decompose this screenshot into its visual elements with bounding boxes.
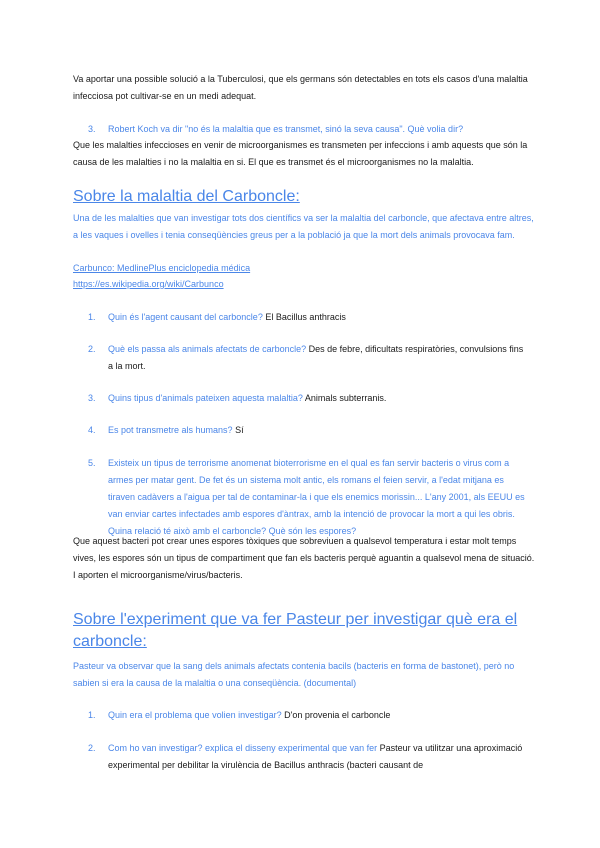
paragraph-tuberculosi: Va aportar una possible solució a la Tuberculosi, que els germans són detectables en tots els casos d'una malaltia infecciosa pot cultivar-se en un medi adequat. — [73, 74, 528, 101]
link-row-1 — [73, 260, 535, 277]
answer-text: El Bacillus anthracis — [262, 312, 346, 322]
question-text: Com ho van investigar? explica el disseny experimental que van fer — [108, 743, 378, 753]
list-number: 2. — [88, 743, 96, 753]
section-pasteur — [73, 609, 535, 653]
list-number: 4. — [88, 425, 96, 435]
list-number: 3. — [88, 393, 96, 403]
link-row-2 — [73, 276, 535, 293]
section-carboncle — [73, 186, 535, 208]
answer-text: Animals subterranis. — [302, 393, 387, 403]
list-number: 1. — [88, 312, 96, 322]
answer-text: D'on provenia el carboncle — [281, 710, 391, 720]
medlineplus-link[interactable]: Carbunco: MedlinePlus enciclopedia médica — [73, 263, 251, 273]
section-intro: Pasteur va observar que la sang dels animals afectats contenia bacils (bacteris en forma de bastonet), però no sabien si era la causa de la malaltia o una conseqüència. (documental) — [73, 661, 515, 688]
answer-text: Des de febre, dificultats respiratòries, convulsions fins a la mort. — [108, 344, 524, 371]
answer-text: Pasteur va utilitzar una aproximació experimental per debilitar la virulència de Bacillus anthracis (bacteri causant de — [108, 743, 523, 770]
answer-text: Sí — [232, 425, 244, 435]
wikipedia-link[interactable]: https://es.wikipedia.org/wiki/Carbunco — [73, 279, 224, 289]
list-number: 5. — [88, 458, 96, 468]
question-text: Quin és l'agent causant del carboncle? — [108, 312, 263, 322]
question-text: Es pot transmetre als humans? — [108, 425, 233, 435]
list-number: 3. — [88, 124, 96, 134]
section-intro: Una de les malalties que van investigar tots dos científics va ser la malaltia del carboncle, que afectava entre altres, a les vaques i ovelles i tenia conseqüències greus per a la població ja que la mort dels animals provocava fam. — [73, 213, 534, 240]
question-text: Robert Koch va dir "no és la malaltia que es transmet, sinó la seva causa". Què volia dir? — [108, 124, 464, 134]
section-heading: Sobre la malaltia del Carboncle: — [73, 188, 300, 205]
question-text: Existeix un tipus de terrorisme anomenat bioterrorisme en el qual es fan servir bacteris o virus com a armes per matar gent. De fet és un sistema molt antic, els romans el feien servir, a l'edat mitjana es tiraven cadàvers a l'aigua per tal de contaminar-la i que els enemics morissin... L'any 2001, als EEUU es van enviar cartes infectades amb espores d'àntrax, amb la intenció de provocar la mort a qui les obris. Quina relació té això amb el carboncle? Què són les espores? — [108, 458, 525, 536]
question-text: Què els passa als animals afectats de carboncle? — [108, 344, 307, 354]
list-number: 2. — [88, 344, 96, 354]
list-number: 1. — [88, 710, 96, 720]
answer-koch: Que les malalties infeccioses en venir de microorganismes es transmeten per infeccions i amb aquests que són la causa de les malalties i no la malaltia en si. El que es transmet és el microorganismes no la malaltia. — [73, 140, 528, 167]
question-text: Quins tipus d'animals pateixen aquesta malaltia? — [108, 393, 303, 403]
question-text: Quin era el problema que volien investigar? — [108, 710, 282, 720]
section-heading: Sobre l'experiment que va fer Pasteur per investigar què era el carboncle: — [73, 611, 518, 650]
answer-espores: Que aquest bacteri pot crear unes espores tòxiques que sobreviuen a qualsevol temperatura i estar molt temps vives, les espores són un tipus de compartiment que fan els bacteris perquè aguantin a qualsevol mena de situació. I aporten el microorganisme/virus/bacteris. — [73, 536, 535, 580]
